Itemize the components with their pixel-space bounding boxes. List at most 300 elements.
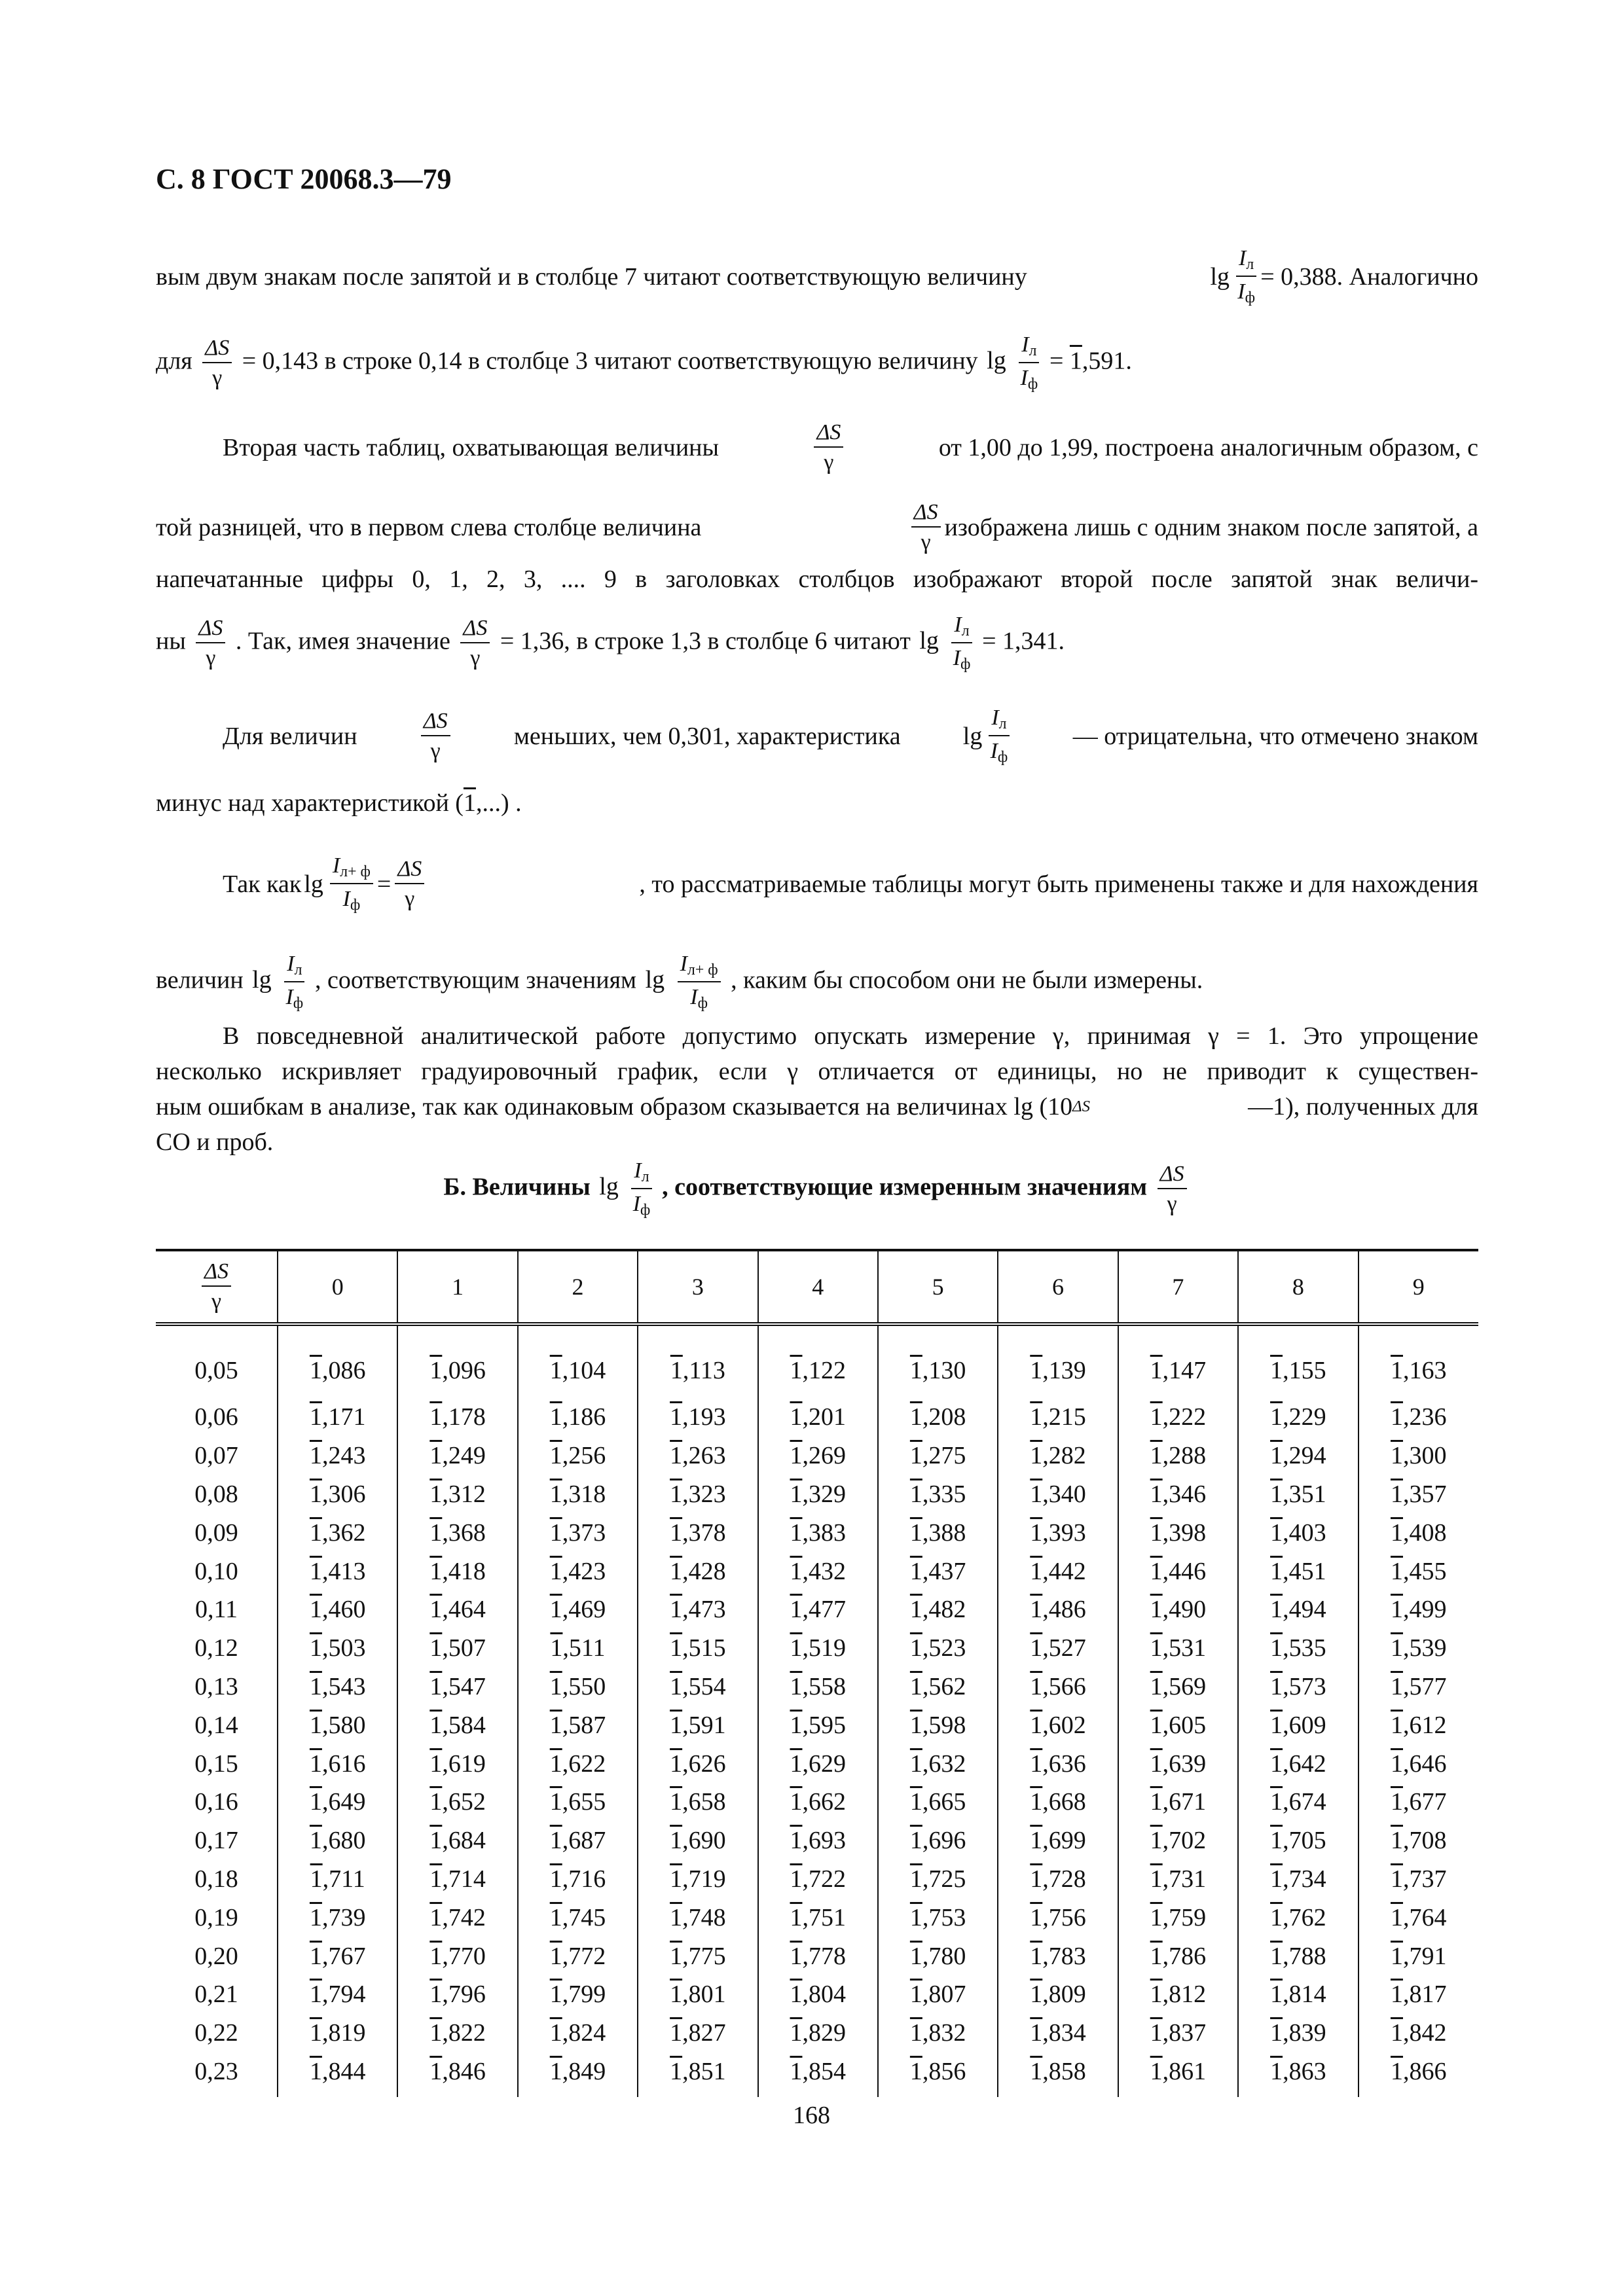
table-cell xyxy=(1118,1629,1238,1668)
table-cell xyxy=(998,1552,1118,1590)
cell-mantissa: ,306 xyxy=(321,1480,366,1508)
bar-characteristic: 1 xyxy=(790,2019,803,2047)
table-cell xyxy=(998,1398,1118,1437)
cell-mantissa: ,846 xyxy=(442,2057,486,2085)
table-cell xyxy=(1359,1821,1478,1860)
bar-characteristic: 1 xyxy=(549,1981,562,2009)
cell-mantissa: ,674 xyxy=(1283,1788,1326,1816)
cell-mantissa: ,351 xyxy=(1283,1480,1326,1508)
cell-mantissa: ,569 xyxy=(1162,1672,1207,1700)
bar-characteristic: 1 xyxy=(429,1634,443,1662)
table-cell xyxy=(518,1783,638,1821)
cell-mantissa: ,824 xyxy=(562,2019,606,2047)
cell-mantissa: ,780 xyxy=(922,1942,966,1970)
cell-mantissa: ,796 xyxy=(442,1981,486,2009)
table-cell xyxy=(1238,1668,1358,1706)
cell-mantissa: ,455 xyxy=(1403,1557,1447,1585)
table-cell xyxy=(1359,1324,1478,1398)
fraction-il-if: $\frac{I_л}{I_ф}$ xyxy=(284,953,304,1011)
row-label: 0,16 xyxy=(194,1788,238,1816)
cell-mantissa: ,794 xyxy=(321,1981,366,2009)
table-cell xyxy=(278,1629,397,1668)
table-row xyxy=(156,1783,1478,1821)
bar-characteristic: 1 xyxy=(670,1596,683,1624)
table-row xyxy=(156,1552,1478,1590)
row-label: 0,10 xyxy=(194,1557,238,1585)
fraction-il-if: $\frac{I_л}{I_ф}$ xyxy=(989,707,1009,765)
bar-characteristic: 1 xyxy=(549,1596,562,1624)
bar-characteristic: 1 xyxy=(429,1480,443,1508)
table-cell xyxy=(1359,1398,1478,1437)
table-cell xyxy=(1118,1513,1238,1552)
row-label: 0,06 xyxy=(194,1403,238,1431)
bar-characteristic: 1 xyxy=(670,1672,683,1700)
fraction-ds-gamma: $\frac{\Delta S}{\gamma}$ xyxy=(1158,1163,1187,1215)
cell-mantissa: ,804 xyxy=(802,1981,846,2009)
cell-mantissa: ,725 xyxy=(922,1865,966,1893)
table-cell xyxy=(397,1552,517,1590)
table-cell xyxy=(278,1475,397,1514)
table-cell xyxy=(518,1629,638,1668)
table-cell xyxy=(518,1821,638,1860)
bar-characteristic: 1 xyxy=(549,1711,562,1739)
table-cell xyxy=(1118,1398,1238,1437)
cell-mantissa: ,759 xyxy=(1162,1903,1207,1931)
cell-mantissa: ,658 xyxy=(682,1788,726,1816)
table-cell xyxy=(758,1860,878,1899)
cell-mantissa: ,636 xyxy=(1042,1749,1086,1778)
cell-mantissa: ,690 xyxy=(682,1827,726,1855)
table-cell xyxy=(998,1744,1118,1783)
cell-mantissa: ,378 xyxy=(682,1518,726,1547)
table-cell xyxy=(638,1437,757,1475)
bar-characteristic: 1 xyxy=(1030,1634,1043,1662)
table-cell xyxy=(1359,1706,1478,1744)
table-cell xyxy=(397,1744,517,1783)
bar-characteristic: 1 xyxy=(909,1672,922,1700)
table-cell xyxy=(1238,1629,1358,1668)
table-row xyxy=(156,2014,1478,2053)
bar-characteristic: 1 xyxy=(670,1749,683,1778)
table-row xyxy=(156,1668,1478,1706)
bar-characteristic: 1 xyxy=(1150,1596,1163,1624)
cell-mantissa: ,527 xyxy=(1042,1634,1086,1662)
p2-line2: той разницей, что в первом слева столбце величина $\frac{\Delta S}{\gamma}$ изображена лишь с одним знаком после запятой, а xyxy=(156,500,1478,554)
cell-mantissa: ,550 xyxy=(562,1672,606,1700)
row-label: 0,15 xyxy=(194,1749,238,1778)
bar-characteristic: 1 xyxy=(549,1480,562,1508)
bar-characteristic: 1 xyxy=(909,1981,922,2009)
table-cell xyxy=(638,1668,757,1706)
bar-characteristic: 1 xyxy=(429,1557,443,1585)
cell-mantissa: ,632 xyxy=(922,1749,966,1778)
bar-characteristic: 1 xyxy=(790,1480,803,1508)
bar-characteristic: 1 xyxy=(670,1403,683,1431)
bar-characteristic: 1 xyxy=(1270,1403,1283,1431)
table-cell xyxy=(1238,1937,1358,1975)
bar-characteristic: 1 xyxy=(1391,1981,1403,2009)
table-cell xyxy=(638,1590,757,1629)
cell-mantissa: ,655 xyxy=(562,1788,606,1816)
fraction-ds-gamma: $\frac{\Delta S}{\gamma}$ xyxy=(911,501,941,554)
table-cell xyxy=(1238,1324,1358,1398)
table-cell xyxy=(518,1437,638,1475)
table-cell xyxy=(638,1821,757,1860)
table-cell xyxy=(1238,1706,1358,1744)
fraction-ilf-if: $\frac{I_{л+ ф}}{I_ф}$ xyxy=(678,953,721,1011)
table-cell xyxy=(278,2014,397,2053)
bar-characteristic: 1 xyxy=(1150,1672,1163,1700)
table-cell xyxy=(397,1860,517,1899)
p3-line1: Для величин $\frac{\Delta S}{\gamma}$ меньших, чем 0,301, характеристика lg $\frac{I_л}{I_ф}$ — отрицательна, что отмечено знаком xyxy=(223,706,1478,766)
table-cell xyxy=(1118,1744,1238,1783)
table-cell xyxy=(878,1898,998,1937)
table-cell xyxy=(1238,1975,1358,2014)
bar-characteristic: 1 xyxy=(790,1518,803,1547)
table-cell xyxy=(758,1668,878,1706)
cell-mantissa: ,562 xyxy=(922,1672,966,1700)
bar-characteristic: 1 xyxy=(429,1403,443,1431)
bar-characteristic: 1 xyxy=(309,1634,322,1662)
bar-characteristic: 1 xyxy=(1030,1788,1043,1816)
bar-characteristic: 1 xyxy=(429,1442,443,1470)
cell-mantissa: ,535 xyxy=(1283,1634,1326,1662)
cell-mantissa: ,629 xyxy=(802,1749,846,1778)
table-row xyxy=(156,1324,1478,1398)
bar-characteristic: 1 xyxy=(790,1942,803,1970)
bar-characteristic: 1 xyxy=(670,1357,683,1384)
p1-line2: для $\frac{\Delta S}{\gamma}$ = 0,143 в строке 0,14 в столбце 3 читают соответствующую величину lg $\frac{I_л}{I_ф}$ = 1,591. xyxy=(156,332,1132,393)
bar-characteristic: 1 xyxy=(549,1357,562,1384)
cell-mantissa: ,432 xyxy=(802,1557,846,1585)
cell-mantissa: ,809 xyxy=(1042,1981,1086,2009)
cell-mantissa: ,737 xyxy=(1403,1865,1447,1893)
table-cell xyxy=(278,1590,397,1629)
cell-mantissa: ,558 xyxy=(802,1672,846,1700)
cell-mantissa: ,705 xyxy=(1283,1827,1326,1855)
bar-characteristic: 1 xyxy=(1030,1672,1043,1700)
cell-mantissa: ,215 xyxy=(1042,1403,1086,1431)
table-cell xyxy=(278,1668,397,1706)
bar-characteristic: 1 xyxy=(549,1442,562,1470)
bar-characteristic: 1 xyxy=(1270,1442,1283,1470)
bar-characteristic: 1 xyxy=(429,1518,443,1547)
table-cell xyxy=(878,1860,998,1899)
table-cell xyxy=(1359,2014,1478,2053)
cell-mantissa: ,680 xyxy=(321,1827,366,1855)
table-cell xyxy=(638,1898,757,1937)
bar-characteristic: 1 xyxy=(429,1903,443,1931)
bar-characteristic: 1 xyxy=(1150,1634,1163,1662)
bar-characteristic: 1 xyxy=(790,1357,803,1384)
cell-mantissa: ,507 xyxy=(442,1634,486,1662)
bar-characteristic: 1 xyxy=(909,2019,922,2047)
bar-characteristic: 1 xyxy=(429,1788,443,1816)
row-label: 0,13 xyxy=(194,1672,238,1700)
table-row xyxy=(156,1937,1478,1975)
bar-characteristic: 1 xyxy=(670,1981,683,2009)
table-cell xyxy=(998,1975,1118,2014)
bar-characteristic: 1 xyxy=(670,1865,683,1893)
bar-characteristic: 1 xyxy=(1030,1596,1043,1624)
table-cell xyxy=(518,1398,638,1437)
fraction-il-if: $\frac{I_л}{I_ф}$ xyxy=(1019,334,1039,392)
cell-mantissa: ,269 xyxy=(802,1442,846,1470)
row-label: 0,05 xyxy=(194,1357,238,1384)
cell-mantissa: ,786 xyxy=(1162,1942,1207,1970)
cell-mantissa: ,300 xyxy=(1403,1442,1447,1470)
cell-mantissa: ,856 xyxy=(922,2057,966,2085)
bar-characteristic: 1 xyxy=(1030,1749,1043,1778)
table-header-col: 5 xyxy=(878,1250,998,1324)
cell-mantissa: ,748 xyxy=(682,1903,726,1931)
bar-characteristic: 1 xyxy=(1270,1557,1283,1585)
p5-line2: несколько искривляет градуировочный график, если γ отличается от единицы, но не приводит к существен- xyxy=(156,1058,1478,1085)
cell-mantissa: ,778 xyxy=(802,1942,846,1970)
cell-mantissa: ,490 xyxy=(1162,1596,1207,1624)
row-label: 0,07 xyxy=(194,1442,238,1470)
table-cell xyxy=(278,1513,397,1552)
cell-mantissa: ,519 xyxy=(802,1634,846,1662)
table-cell xyxy=(278,1821,397,1860)
cell-mantissa: ,494 xyxy=(1283,1596,1326,1624)
cell-mantissa: ,543 xyxy=(321,1672,366,1700)
table-cell xyxy=(278,1783,397,1821)
cell-mantissa: ,587 xyxy=(562,1711,606,1739)
bar-characteristic: 1 xyxy=(1150,1357,1163,1384)
table-cell xyxy=(758,1937,878,1975)
cell-mantissa: ,668 xyxy=(1042,1788,1086,1816)
table-cell xyxy=(758,1552,878,1590)
bar-characteristic: 1 xyxy=(670,1518,683,1547)
table-cell xyxy=(397,1821,517,1860)
bar-characteristic: 1 xyxy=(670,1634,683,1662)
cell-mantissa: ,817 xyxy=(1403,1981,1447,2009)
table-cell xyxy=(397,1324,517,1398)
table-cell xyxy=(638,1552,757,1590)
table-cell xyxy=(878,1513,998,1552)
table-cell xyxy=(1359,1668,1478,1706)
cell-mantissa: ,335 xyxy=(922,1480,966,1508)
cell-mantissa: ,423 xyxy=(562,1557,606,1585)
cell-mantissa: ,408 xyxy=(1403,1518,1447,1547)
bar-characteristic: 1 xyxy=(309,1596,322,1624)
bar-characteristic: 1 xyxy=(1270,1865,1283,1893)
cell-mantissa: ,511 xyxy=(562,1634,606,1662)
table-cell xyxy=(998,1324,1118,1398)
table-cell xyxy=(1238,1398,1358,1437)
cell-mantissa: ,249 xyxy=(442,1442,486,1470)
cell-mantissa: ,368 xyxy=(442,1518,486,1547)
cell-mantissa: ,580 xyxy=(321,1711,366,1739)
cell-mantissa: ,837 xyxy=(1162,2019,1207,2047)
cell-mantissa: ,702 xyxy=(1162,1827,1207,1855)
cell-mantissa: ,329 xyxy=(802,1480,846,1508)
bar-characteristic: 1 xyxy=(790,1442,803,1470)
bar-characteristic: 1 xyxy=(429,1711,443,1739)
table-cell xyxy=(1359,1744,1478,1783)
cell-mantissa: ,734 xyxy=(1283,1865,1326,1893)
table-cell xyxy=(278,1744,397,1783)
table-cell xyxy=(518,2014,638,2053)
cell-mantissa: ,577 xyxy=(1403,1672,1447,1700)
cell-mantissa: ,863 xyxy=(1283,2057,1326,2085)
fraction-ds-gamma: $\frac{\Delta S}{\gamma}$ xyxy=(460,617,490,670)
table-cell xyxy=(998,1821,1118,1860)
cell-mantissa: ,772 xyxy=(562,1942,606,1970)
bar-characteristic: 1 xyxy=(1270,1903,1283,1931)
table-cell xyxy=(1118,2014,1238,2053)
table-cell xyxy=(638,1324,757,1398)
bar-characteristic: 1 xyxy=(1030,1981,1043,2009)
table-row xyxy=(156,2053,1478,2098)
table-cell xyxy=(397,2014,517,2053)
bar-characteristic: 1 xyxy=(309,1480,322,1508)
bar-characteristic: 1 xyxy=(1030,2019,1043,2047)
table-row xyxy=(156,1590,1478,1629)
cell-mantissa: ,662 xyxy=(802,1788,846,1816)
cell-mantissa: ,693 xyxy=(802,1827,846,1855)
bar-characteristic: 1 xyxy=(549,1672,562,1700)
bar-characteristic: 1 xyxy=(909,1557,922,1585)
table-cell xyxy=(1359,1860,1478,1899)
table-header-ds-gamma: $\frac{\Delta S}{\gamma}$ xyxy=(156,1250,278,1324)
cell-mantissa: ,486 xyxy=(1042,1596,1086,1624)
table-cell xyxy=(1238,1552,1358,1590)
bar-characteristic: 1 xyxy=(549,1749,562,1778)
bar-characteristic: 1 xyxy=(549,1403,562,1431)
cell-mantissa: ,844 xyxy=(321,2057,366,2085)
bar-characteristic: 1 xyxy=(1270,1827,1283,1855)
bar-characteristic: 1 xyxy=(309,1827,322,1855)
table-cell xyxy=(278,1398,397,1437)
cell-mantissa: ,866 xyxy=(1403,2057,1447,2085)
cell-mantissa: ,708 xyxy=(1403,1827,1447,1855)
table-row xyxy=(156,1860,1478,1899)
bar-characteristic: 1 xyxy=(909,1788,922,1816)
cell-mantissa: ,469 xyxy=(562,1596,606,1624)
table-row xyxy=(156,1475,1478,1514)
row-label: 0,14 xyxy=(194,1711,238,1739)
bar-characteristic: 1 xyxy=(309,1749,322,1778)
table-cell xyxy=(1238,1898,1358,1937)
table-cell xyxy=(518,1937,638,1975)
table-cell xyxy=(758,1975,878,2014)
cell-mantissa: ,503 xyxy=(321,1634,366,1662)
row-label: 0,22 xyxy=(194,2019,238,2047)
bar-characteristic: 1 xyxy=(1270,1749,1283,1778)
table-header-col: 3 xyxy=(638,1250,757,1324)
cell-mantissa: ,446 xyxy=(1162,1557,1207,1585)
cell-mantissa: ,318 xyxy=(562,1480,606,1508)
table-cell xyxy=(397,1668,517,1706)
table-cell xyxy=(1118,2053,1238,2098)
table-cell xyxy=(878,1398,998,1437)
bar-characteristic: 1 xyxy=(670,2019,683,2047)
cell-mantissa: ,814 xyxy=(1283,1981,1326,2009)
table-cell xyxy=(278,1706,397,1744)
table-cell xyxy=(878,1552,998,1590)
cell-mantissa: ,451 xyxy=(1283,1557,1326,1585)
table-cell xyxy=(1359,1937,1478,1975)
cell-mantissa: ,619 xyxy=(442,1749,486,1778)
bar-characteristic: 1 xyxy=(1150,1518,1163,1547)
table-cell xyxy=(998,2053,1118,2098)
bar-characteristic: 1 xyxy=(1030,1865,1043,1893)
cell-mantissa: ,275 xyxy=(922,1442,966,1470)
row-label: 0,12 xyxy=(194,1634,238,1662)
cell-mantissa: ,288 xyxy=(1162,1442,1207,1470)
cell-mantissa: ,591 xyxy=(682,1711,726,1739)
table-cell xyxy=(1359,1552,1478,1590)
table-cell xyxy=(878,1821,998,1860)
bar-characteristic: 1 xyxy=(670,2057,683,2085)
table-cell xyxy=(1238,1437,1358,1475)
bar-characteristic: 1 xyxy=(1030,1442,1043,1470)
row-label: 0,11 xyxy=(194,1596,238,1624)
table-cell xyxy=(1118,1552,1238,1590)
cell-mantissa: ,756 xyxy=(1042,1903,1086,1931)
cell-mantissa: ,566 xyxy=(1042,1672,1086,1700)
table-body xyxy=(156,1324,1478,2097)
bar-characteristic: 1 xyxy=(309,1518,322,1547)
table-cell xyxy=(1238,2014,1358,2053)
table-cell xyxy=(878,1629,998,1668)
table-cell xyxy=(638,1744,757,1783)
p5-line1: В повседневной аналитической работе допустимо опускать измерение γ, принимая γ = 1. Это упрощение xyxy=(223,1022,1478,1050)
p1-line1: вым двум знакам после запятой и в столбце 7 читают соответствующую величину lg $\frac{I_л}{I_ф}$ = 0,388. Аналогично xyxy=(156,246,1478,306)
table-row xyxy=(156,1898,1478,1937)
table-cell xyxy=(998,1898,1118,1937)
table-cell xyxy=(518,1975,638,2014)
cell-mantissa: ,767 xyxy=(321,1942,366,1970)
bar-characteristic: 1 xyxy=(1030,1942,1043,1970)
table-cell xyxy=(998,1783,1118,1821)
cell-mantissa: ,256 xyxy=(562,1442,606,1470)
cell-mantissa: ,477 xyxy=(802,1596,846,1624)
cell-mantissa: ,113 xyxy=(682,1357,725,1384)
table-cell xyxy=(758,1821,878,1860)
table-cell xyxy=(998,2014,1118,2053)
bar-characteristic: 1 xyxy=(1270,1711,1283,1739)
table-cell xyxy=(758,1513,878,1552)
cell-mantissa: ,791 xyxy=(1403,1942,1447,1970)
bar-characteristic: 1 xyxy=(309,1357,322,1384)
bar-characteristic: 1 xyxy=(309,1672,322,1700)
bar-characteristic: 1 xyxy=(429,1865,443,1893)
cell-mantissa: ,147 xyxy=(1162,1357,1207,1384)
bar-characteristic: 1 xyxy=(670,1903,683,1931)
bar-characteristic: 1 xyxy=(1150,1480,1163,1508)
bar-characteristic: 1 xyxy=(429,2057,443,2085)
table-cell xyxy=(998,1590,1118,1629)
table-cell xyxy=(1359,1975,1478,2014)
bar-characteristic: 1 xyxy=(309,2019,322,2047)
cell-mantissa: ,186 xyxy=(562,1403,606,1431)
cell-mantissa: ,362 xyxy=(321,1518,366,1547)
bar-characteristic: 1 xyxy=(1150,1749,1163,1778)
table-cell xyxy=(638,1706,757,1744)
cell-mantissa: ,834 xyxy=(1042,2019,1086,2047)
table-row xyxy=(156,1513,1478,1552)
table-cell xyxy=(1118,1898,1238,1937)
cell-mantissa: ,639 xyxy=(1162,1749,1207,1778)
cell-mantissa: ,393 xyxy=(1042,1518,1086,1547)
cell-mantissa: ,573 xyxy=(1283,1672,1326,1700)
cell-mantissa: ,340 xyxy=(1042,1480,1086,1508)
bar-characteristic: 1 xyxy=(670,1788,683,1816)
table-cell xyxy=(1359,1437,1478,1475)
